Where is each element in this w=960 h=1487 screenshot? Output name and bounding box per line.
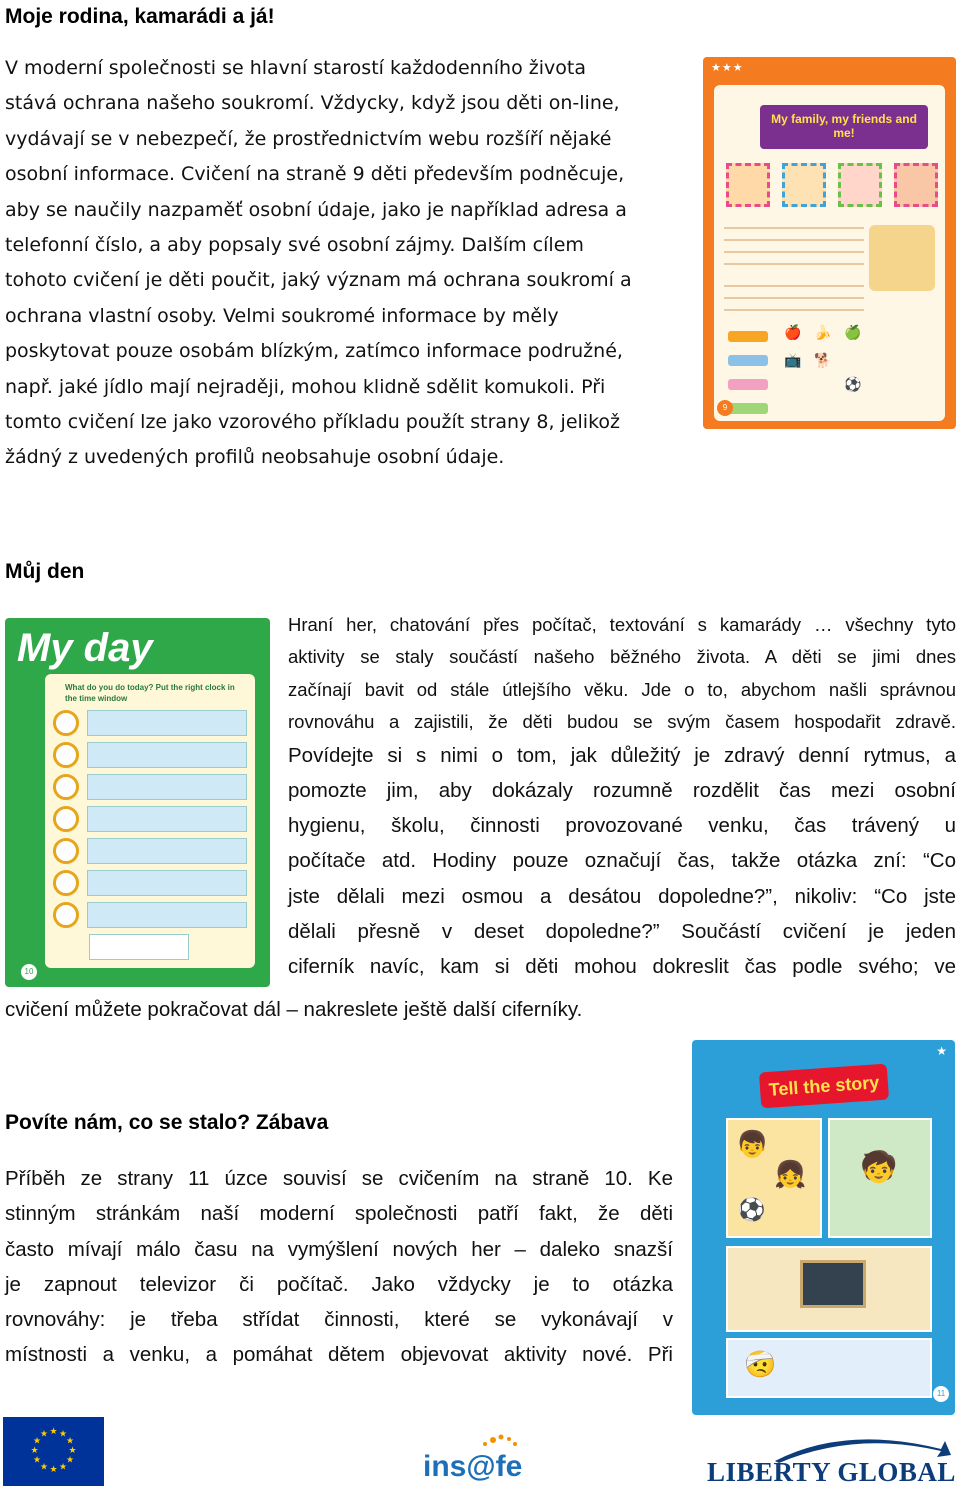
time-window xyxy=(87,902,247,928)
worksheet-title: My day xyxy=(17,626,153,670)
paragraph-line: rovnováhy: je třeba střídat činnosti, které se vykonávají v xyxy=(5,1308,673,1332)
paragraph-line: často mívají málo času na vymýšlení nových her – daleko snazší xyxy=(5,1237,673,1261)
story-paragraph xyxy=(5,1161,673,1373)
svg-text:★: ★ xyxy=(68,1446,77,1456)
pictures-row xyxy=(784,325,934,405)
child-icon: 👧 xyxy=(774,1160,807,1190)
friends-photo-icon xyxy=(782,163,826,207)
story-scene-kids-playing xyxy=(726,1118,822,1238)
form-line xyxy=(724,263,864,265)
worksheet-title: Tell the story xyxy=(759,1064,889,1109)
svg-text:★: ★ xyxy=(32,1436,42,1447)
paragraph-line: dělali přesně v deset dopoledne?” Součástí cvičení je jeden xyxy=(288,919,956,943)
paragraph-line: aktivity se staly součástí našeho běžného života. A děti se jimi dnes xyxy=(288,646,956,668)
form-line xyxy=(724,239,864,241)
form-line xyxy=(724,227,864,229)
svg-text:★: ★ xyxy=(39,1429,49,1440)
family-paragraph xyxy=(5,51,680,476)
svg-text:★: ★ xyxy=(65,1436,75,1447)
extra-clock-box xyxy=(89,934,189,960)
paragraph-line: tohoto cvičení je děti poučit, jaký význam má ochrana soukromí a xyxy=(5,269,632,292)
paragraph-line: žádný z uvedených profilů neobsahuje osobní údaje. xyxy=(5,446,505,469)
clock-icon xyxy=(53,806,79,832)
label-chip xyxy=(728,355,768,366)
worksheet-page-number: 10 xyxy=(21,964,37,980)
worksheet-page xyxy=(45,674,255,968)
svg-text:★: ★ xyxy=(39,1462,49,1473)
paragraph-line: cvičení můžete pokračovat dál – nakreslete ještě další ciferníky. xyxy=(5,998,583,1021)
paragraph-line: poskytovat pouze osobám blízkým, zatímco informace podružné, xyxy=(5,340,623,363)
paragraph-line: místnosti a venku, a pomáhat dětem objevovat aktivity nové. Při xyxy=(5,1343,673,1367)
svg-text:★: ★ xyxy=(65,1455,75,1466)
clock-icon xyxy=(53,774,79,800)
worksheet-page-number: 9 xyxy=(717,400,733,416)
banana-icon: 🍌 xyxy=(814,325,832,341)
svg-text:★: ★ xyxy=(49,1427,58,1437)
paragraph-line: osobní informace. Cvičení na straně 9 děti především podněcuje, xyxy=(5,163,625,186)
my-day-paragraph xyxy=(288,609,956,984)
liberty-global-logo xyxy=(705,1431,955,1485)
worksheet-page-number: 11 xyxy=(933,1386,949,1402)
family-photo-icon xyxy=(726,163,770,207)
paragraph-line: ciferník navíc, kam si děti mohou dokreslit čas podle svého; ve xyxy=(288,954,956,978)
label-chip xyxy=(728,331,768,342)
paragraph-line: hygienu, školu, činnosti provozované venku, čas trávený u xyxy=(288,814,956,838)
insafe-wordmark: ins@fe xyxy=(423,1450,523,1483)
paragraph-line: vydávají se v nebezpečí, že prostřednictvím webu rozšíří nějaké xyxy=(5,127,612,150)
paragraph-line: počítače atd. Hodiny pouze označují čas, takže otázka zní: “Co xyxy=(288,849,956,873)
paragraph-line: jste dělali mezi osmou a desátou dopoledne?”, nikoliv: “Co jste xyxy=(288,884,956,908)
tv-icon: 📺 xyxy=(784,353,802,369)
paragraph-line: ochrana vlastní osoby. Velmi soukromé informace by měly xyxy=(5,304,559,327)
worksheet-page xyxy=(714,85,945,421)
time-window xyxy=(87,774,247,800)
ball-icon: ⚽ xyxy=(738,1198,766,1223)
svg-text:★: ★ xyxy=(49,1465,58,1475)
svg-text:★: ★ xyxy=(30,1446,39,1456)
paragraph-line: např. jaké jídlo mají nejraději, mohou klidně sdělit komukoli. Při xyxy=(5,375,606,398)
paragraph-line: Hraní her, chatování přes počítač, textování s kamarády … všechny tyto xyxy=(288,614,956,635)
label-chip xyxy=(728,403,768,414)
paragraph-line: začínají bavit od stále útlejšího věku. Jde o to, abychom našli správnou xyxy=(288,678,956,700)
section-heading-family: Moje rodina, kamarádi a já! xyxy=(5,5,275,28)
apple-icon: 🍏 xyxy=(844,325,862,341)
time-window xyxy=(87,870,247,896)
dog-icon: 🐕 xyxy=(814,353,832,369)
form-line xyxy=(724,251,864,253)
fruit-icon: 🍎 xyxy=(784,325,802,341)
ball-icon: ⚽ xyxy=(844,377,862,393)
form-line xyxy=(724,297,864,299)
my-day-worksheet-thumbnail xyxy=(5,618,270,987)
grandparents-photo-icon xyxy=(894,163,938,207)
section-heading-story: Povíte nám, co se stalo? Zábava xyxy=(5,1111,329,1134)
eu-flag-logo xyxy=(3,1417,104,1486)
paragraph-line: je zapnout televizor či počítač. Jako vždycky je to otázka xyxy=(5,1272,673,1296)
svg-text:★: ★ xyxy=(58,1429,68,1440)
time-window xyxy=(87,710,247,736)
paragraph-line: Povídejte si s nimi o tom, jak důležitý je zdravý denní rytmus, a xyxy=(288,744,956,768)
paragraph-line: V moderní společnosti se hlavní starostí každodenního života xyxy=(5,57,586,79)
worksheet-prompt: What do you do today? Put the right clock in the time window xyxy=(65,683,235,703)
story-scene-injury xyxy=(726,1338,932,1398)
paragraph-line: rovnováhu a zajistili, že děti budou se svým časem hospodařit zdravě. xyxy=(288,710,956,732)
liberty-wordmark: LIBERTY GLOBAL xyxy=(707,1457,955,1485)
paragraph-line: pomozte jim, aby dokázaly rozumně rozdělit čas mezi osobní xyxy=(288,779,956,803)
child-icon: 🧒 xyxy=(860,1150,898,1185)
section-heading-my-day: Můj den xyxy=(5,560,85,583)
paragraph-line: Příběh ze strany 11 úzce souvisí se cvičením na straně 10. Ke xyxy=(5,1167,673,1190)
child-icon: 🤕 xyxy=(744,1350,777,1380)
svg-text:★: ★ xyxy=(32,1455,42,1466)
paragraph-line: tomto cvičení lze jako vzorového příkladu použít strany 8, jelikož xyxy=(5,411,620,434)
eu-stars-icon xyxy=(3,1417,104,1486)
clock-icon xyxy=(53,838,79,864)
speech-note xyxy=(869,225,935,291)
insafe-logo xyxy=(423,1434,543,1484)
clock-icon xyxy=(53,870,79,896)
worksheet-title: My family, my friends and me! xyxy=(760,105,928,149)
family-worksheet-thumbnail xyxy=(703,57,956,429)
clock-icon xyxy=(53,742,79,768)
star-icon: ★ xyxy=(936,1044,947,1058)
svg-text:★: ★ xyxy=(58,1462,68,1473)
stars-icon: ★★★ xyxy=(711,61,744,74)
time-window xyxy=(87,742,247,768)
form-line xyxy=(724,309,864,311)
story-scene-tv xyxy=(726,1246,932,1332)
paragraph-line: aby se naučily nazpaměť osobní údaje, jako je například adresa a xyxy=(5,198,627,221)
tell-the-story-thumbnail xyxy=(692,1040,955,1415)
tv-icon xyxy=(800,1260,866,1308)
time-window xyxy=(87,806,247,832)
paragraph-line: telefonní číslo, a aby popsaly své osobní zájmy. Dalším cílem xyxy=(5,234,584,257)
time-window xyxy=(87,838,247,864)
paragraph-line: stává ochrana našeho soukromí. Vždycky, když jsou děti on-line, xyxy=(5,92,620,115)
story-scene-outdoor xyxy=(828,1118,932,1238)
kids-photo-icon xyxy=(838,163,882,207)
clock-icon xyxy=(53,710,79,736)
label-chip xyxy=(728,379,768,390)
paragraph-line: stinným stránkám naší moderní společnosti patří fakt, že děti xyxy=(5,1202,673,1226)
form-line xyxy=(724,285,864,287)
child-icon: 👦 xyxy=(736,1130,769,1160)
clock-icon xyxy=(53,902,79,928)
